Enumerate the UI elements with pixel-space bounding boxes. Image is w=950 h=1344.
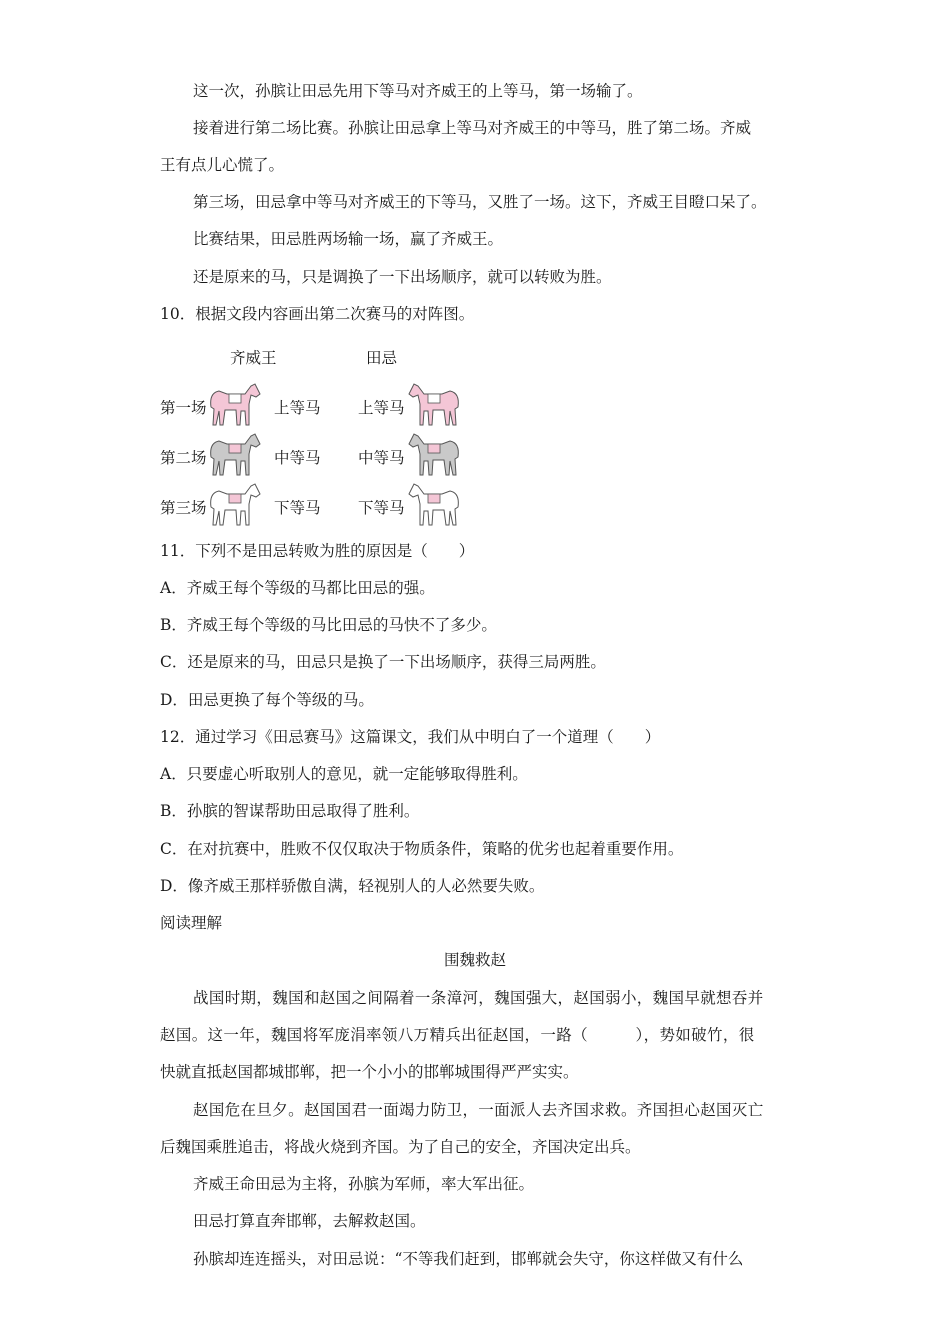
passage-line-8: 孙膑却连连摇头，对田忌说：“不等我们赶到，邯郸就会失守，你这样做又有什么 [193, 1250, 744, 1268]
q12-option-c[interactable]: C．在对抗赛中，胜败不仅仅取决于物质条件，策略的优劣也起着重要作用。 [160, 840, 684, 858]
horse-icon [406, 482, 462, 528]
q12-option-b[interactable]: B．孙膑的智谋帮助田忌取得了胜利。 [160, 802, 420, 820]
story-line-6: 还是原来的马，只是调换了一下出场顺序，就可以转败为胜。 [193, 268, 612, 286]
passage-title: 围魏救赵 [443, 951, 506, 969]
horse-icon [207, 382, 263, 428]
horse-icon [406, 432, 462, 478]
round-label-1: 第一场 [160, 399, 207, 417]
round3-tian-horse: 下等马 [358, 499, 405, 517]
race-matchup-diagram [158, 340, 478, 535]
header-qi-wei-wang: 齐威王 [230, 349, 277, 367]
round2-qi-horse: 中等马 [274, 449, 321, 467]
q11-option-a[interactable]: A．齐威王每个等级的马都比田忌的强。 [160, 579, 435, 597]
passage-line-4: 赵国危在旦夕。赵国国君一面竭力防卫，一面派人去齐国求救。齐国担心赵国灭亡 [193, 1101, 764, 1119]
section-heading: 阅读理解 [160, 914, 223, 932]
passage-line-5: 后魏国乘胜追击，将战火烧到齐国。为了自己的安全，齐国决定出兵。 [160, 1138, 641, 1156]
story-line-5: 比赛结果，田忌胜两场输一场，赢了齐威王。 [193, 230, 504, 248]
round-label-3: 第三场 [160, 499, 207, 517]
round3-qi-horse: 下等马 [274, 499, 321, 517]
q11-option-c[interactable]: C．还是原来的马，田忌只是换了一下出场顺序，获得三局两胜。 [160, 653, 606, 671]
round-label-2: 第二场 [160, 449, 207, 467]
round2-tian-horse: 中等马 [358, 449, 405, 467]
q12-option-d[interactable]: D．像齐威王那样骄傲自满，轻视别人的人必然要失败。 [160, 877, 545, 895]
question-11: 11．下列不是田忌转败为胜的原因是（ ） [160, 542, 475, 560]
horse-icon [207, 432, 263, 478]
story-line-4: 第三场，田忌拿中等马对齐威王的下等马，又胜了一场。这下，齐威王目瞪口呆了。 [193, 193, 767, 211]
passage-line-6: 齐威王命田忌为主将，孙膑为军师，率大军出征。 [193, 1175, 535, 1193]
passage-line-2: 赵国。这一年，魏国将军庞涓率领八万精兵出征赵国，一路（ ），势如破竹，很 [160, 1026, 755, 1044]
q12-option-a[interactable]: A．只要虚心听取别人的意见，就一定能够取得胜利。 [160, 765, 528, 783]
passage-line-7: 田忌打算直奔邯郸，去解救赵国。 [193, 1212, 426, 1230]
story-line-2: 接着进行第二场比赛。孙膑让田忌拿上等马对齐威王的中等马，胜了第二场。齐威 [193, 119, 752, 137]
passage-line-3: 快就直抵赵国都城邯郸，把一个小小的邯郸城围得严严实实。 [160, 1063, 579, 1081]
passage-line-1: 战国时期，魏国和赵国之间隔着一条漳河，魏国强大，赵国弱小，魏国早就想吞并 [193, 989, 764, 1007]
story-line-3: 王有点儿心慌了。 [160, 156, 285, 174]
header-tian-ji: 田忌 [366, 349, 398, 367]
round1-tian-horse: 上等马 [358, 399, 405, 417]
horse-icon [207, 482, 263, 528]
question-10: 10．根据文段内容画出第二次赛马的对阵图。 [160, 305, 475, 323]
round1-qi-horse: 上等马 [274, 399, 321, 417]
q11-option-b[interactable]: B．齐威王每个等级的马比田忌的马快不了多少。 [160, 616, 497, 634]
story-line-1: 这一次，孙膑让田忌先用下等马对齐威王的上等马，第一场输了。 [193, 82, 643, 100]
question-12: 12．通过学习《田忌赛马》这篇课文，我们从中明白了一个道理（ ） [160, 728, 661, 746]
q11-option-d[interactable]: D．田忌更换了每个等级的马。 [160, 691, 374, 709]
horse-icon [406, 382, 462, 428]
